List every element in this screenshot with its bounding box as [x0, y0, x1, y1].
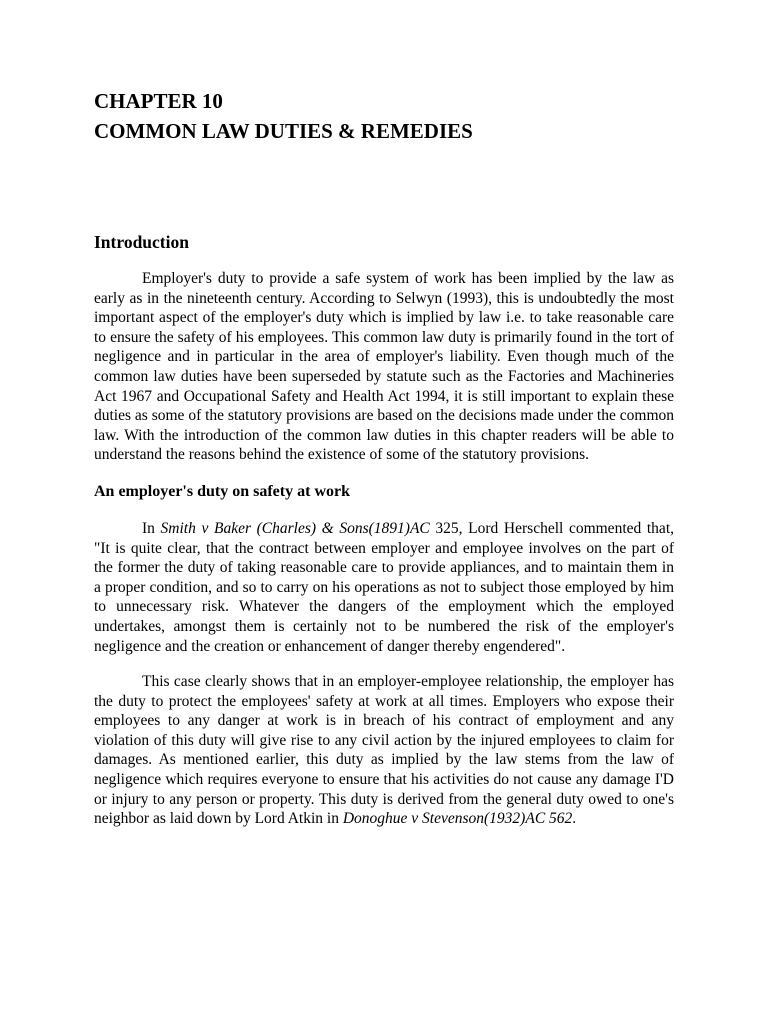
chapter-title: [94, 86, 674, 146]
paragraph-body-text: This case clearly shows that in an employer-employee relationship, the employer has the duty to protect the employees' safety at work at all times. Employers who expose their employees to any danger at work is in breach of his contract of employment and any violation of this duty will give rise to any civil action by the injured employees to claim for damages. As mentioned earlier, this duty as implied by the law stems from the law of negligence which requires everyone to ensure that his activities do not cause any damage I'D or injury to any person or property. This duty is derived from the general duty owed to one's neighbor as laid down by Lord Atkin in: [94, 673, 674, 828]
paragraph-lead-text: In: [142, 519, 161, 537]
smith-v-baker-paragraph: [94, 519, 674, 656]
safety-at-work-heading: An employer's duty on safety at work: [94, 482, 350, 500]
introduction-heading: Introduction: [94, 232, 189, 252]
case-citation: Smith v Baker (Charles) & Sons(1891)AC: [160, 519, 430, 537]
case-citation: Donoghue v Stevenson(1932)AC 562: [342, 810, 573, 828]
paragraph-body-text: 325, Lord Herschell commented that, "It is quite clear, that the contract between employer and employee involves on the part of the former the duty of taking reasonable care to provide appliances, and to maintain them in a proper condition, and so to carry on his operations as not to subject those employed by him to unnecessary risk. Whatever the dangers of the employment which the employed undertakes, amongst them is certainly not to be numbered the risk of the employer's negligence and the creation or enhancement of danger thereby engendered".: [94, 519, 674, 655]
employer-duty-paragraph: [94, 672, 674, 829]
chapter-name: COMMON LAW DUTIES & REMEDIES: [94, 119, 473, 143]
chapter-number: CHAPTER 10: [94, 89, 223, 113]
introduction-paragraph: Employer's duty to provide a safe system of work has been implied by the law as early as in the nineteenth century. According to Selwyn (1993), this is undoubtedly the most important aspect of the employer's duty which is implied by law i.e. to take reasonable care to ensure the safety of his employees. This common law duty is primarily found in the tort of negligence and in particular in the area of employer's liability. Even though much of the common law duties have been superseded by statute such as the Factories and Machineries Act 1967 and Occupational Safety and Health Act 1994, it is still important to explain these duties as some of the statutory provisions are based on the decisions made under the common law. With the introduction of the common law duties in this chapter readers will be able to understand the reasons behind the existence of some of the statutory provisions.: [94, 270, 674, 464]
paragraph-end-text: .: [572, 810, 577, 828]
